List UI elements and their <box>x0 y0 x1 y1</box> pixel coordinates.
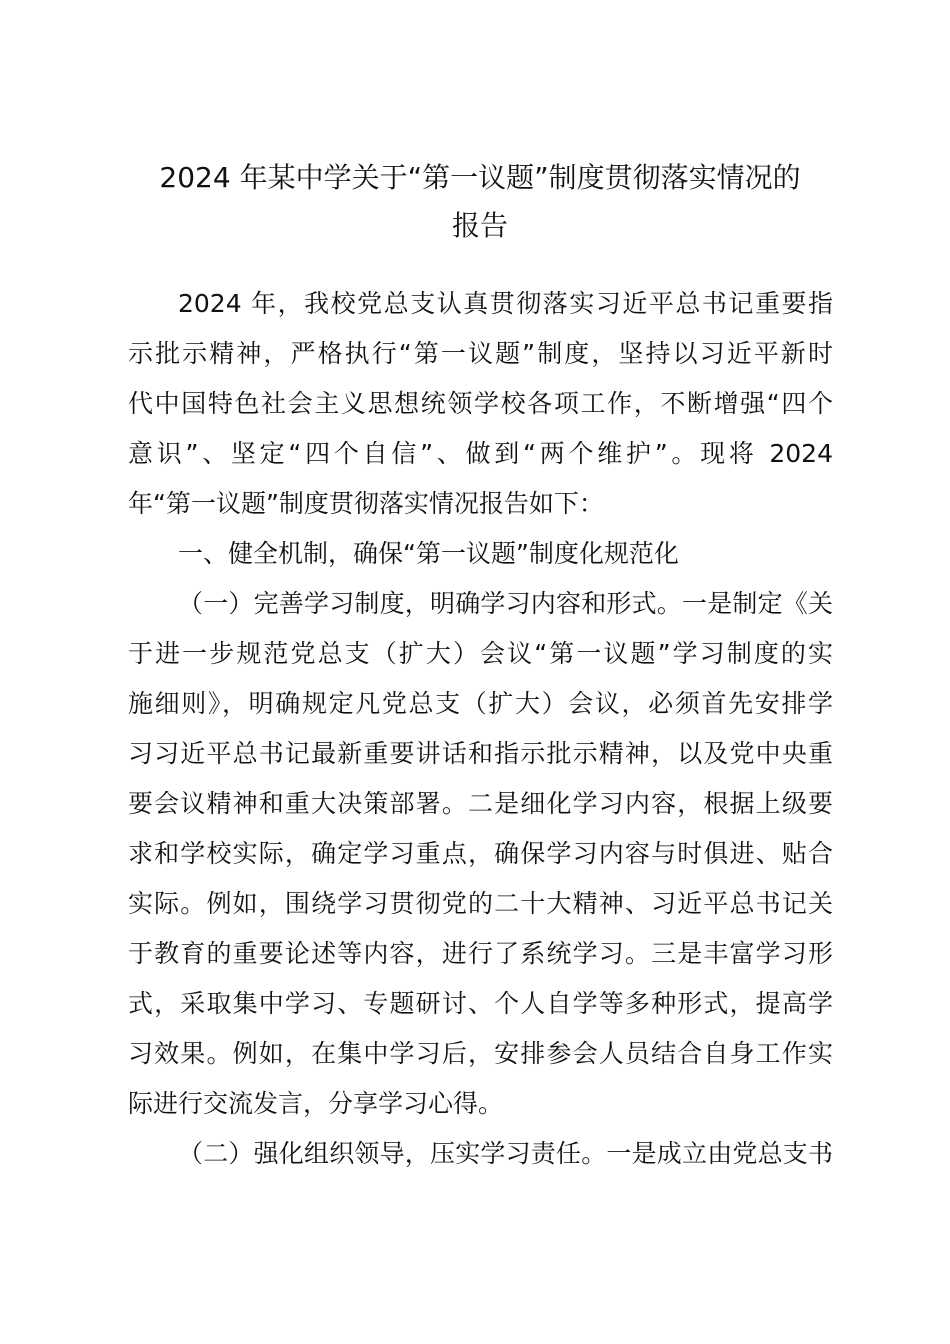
paragraph-line: （二）强化组织领导，压实学习责任。一是成立由党总支书 <box>178 1139 833 1168</box>
paragraph-line: 施细则》，明确规定凡党总支（扩大）会议，必须首先安排学 <box>128 689 833 718</box>
paragraph-line: 示批示精神，严格执行“第一议题”制度，坚持以习近平新时 <box>128 339 833 368</box>
paragraph-line: （一）完善学习制度，明确学习内容和形式。一是制定《关 <box>178 589 833 618</box>
paragraph-line: 意识”、坚定“四个自信”、做到“两个维护”。现将 2024 <box>128 439 833 468</box>
section-heading: 一、健全机制，确保“第一议题”制度化规范化 <box>178 539 679 568</box>
paragraph-line: 际进行交流发言，分享学习心得。 <box>128 1089 504 1118</box>
paragraph-line: 年“第一议题”制度贯彻落实情况报告如下： <box>128 489 604 518</box>
paragraph-line: 求和学校实际，确定学习重点，确保学习内容与时俱进、贴合 <box>128 839 833 868</box>
paragraph-line: 于进一步规范党总支（扩大）会议“第一议题”学习制度的实 <box>128 639 833 668</box>
paragraph-line: 式，采取集中学习、专题研讨、个人自学等多种形式，提高学 <box>128 989 833 1018</box>
paragraph-line: 习习近平总书记最新重要讲话和指示批示精神，以及党中央重 <box>128 739 833 768</box>
document-title-line-1: 2024 年某中学关于“第一议题”制度贯彻落实情况的 <box>159 161 801 194</box>
paragraph-line: 实际。例如，围绕学习贯彻党的二十大精神、习近平总书记关 <box>128 889 833 918</box>
document-title-line-2: 报告 <box>451 209 508 242</box>
paragraph-line: 2024 年，我校党总支认真贯彻落实习近平总书记重要指 <box>178 289 833 318</box>
paragraph-line: 于教育的重要论述等内容，进行了系统学习。三是丰富学习形 <box>128 939 833 968</box>
paragraph-line: 代中国特色社会主义思想统领学校各项工作，不断增强“四个 <box>128 389 833 418</box>
paragraph-line: 习效果。例如，在集中学习后，安排参会人员结合自身工作实 <box>128 1039 833 1068</box>
paragraph-line: 要会议精神和重大决策部署。二是细化学习内容，根据上级要 <box>128 789 833 818</box>
